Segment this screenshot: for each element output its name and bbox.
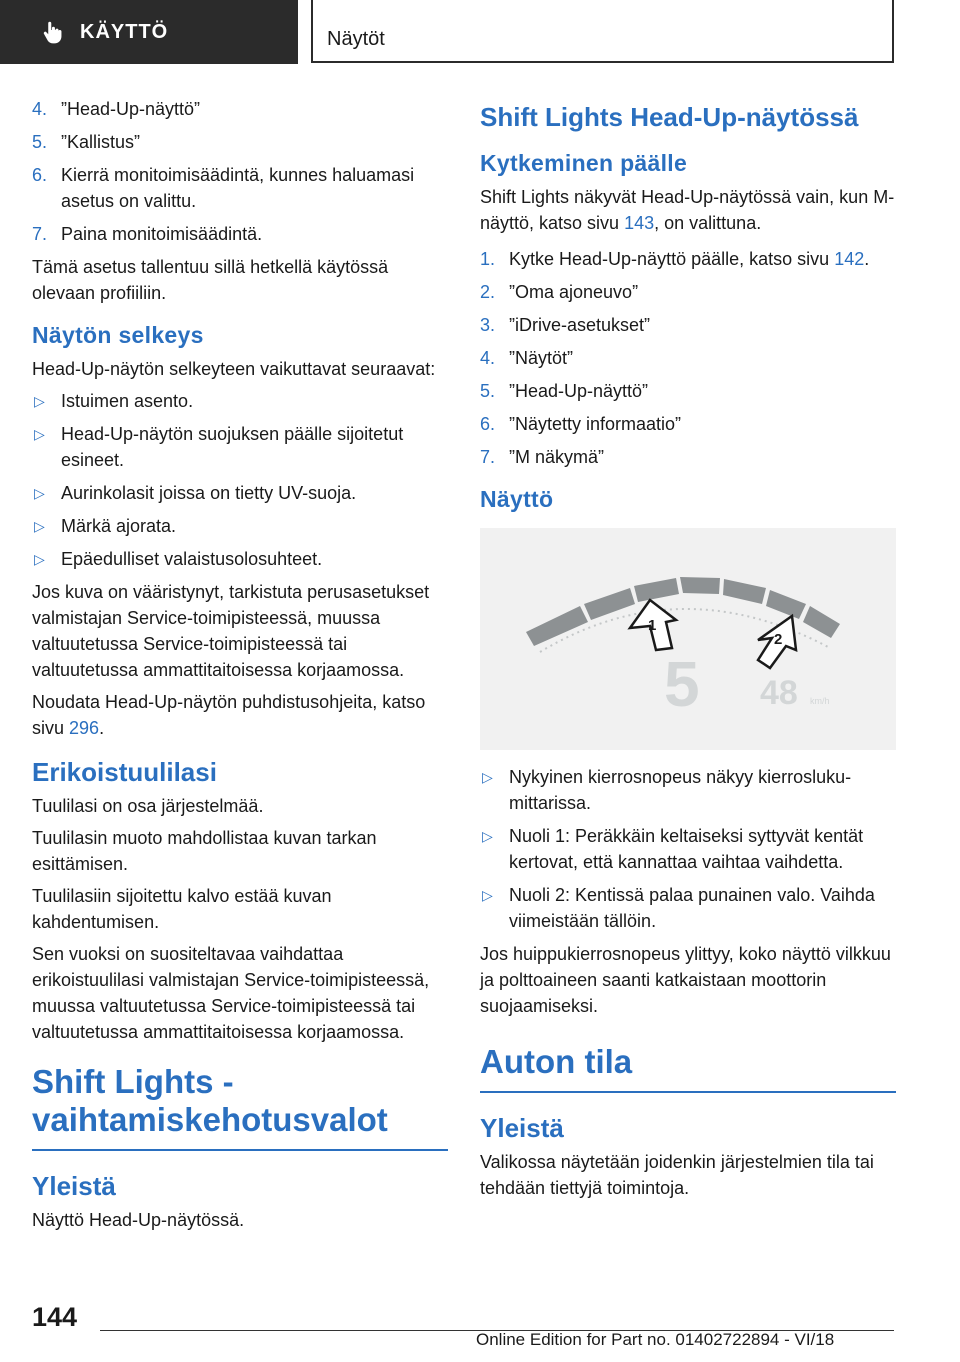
list-item: ▷ Epäedulliset valaistusolosuhteet.: [32, 546, 448, 572]
list-item: 7. Paina monitoimisäädintä.: [32, 224, 263, 244]
shift-lights-illustration: [480, 528, 896, 750]
list-item: ▷ Aurinkolasit joissa on tietty UV-suoja.: [32, 480, 448, 506]
chapter-title: Näytöt: [327, 28, 385, 50]
left-column: [32, 96, 448, 1239]
triangle-bullet-icon: ▷: [482, 828, 493, 844]
svg-text:1: 1: [648, 617, 657, 634]
list-item: 6. ”Näytetty informaatio”: [480, 414, 682, 434]
list-item: 6. Kierrä monitoimisäädintä, kunnes haluamasi asetus on valittu.: [32, 165, 415, 211]
page-header: [0, 0, 960, 66]
list-item: ▷ Head-Up-näytön suojuksen päälle sijoitetut esineet.: [32, 421, 448, 473]
heading-shift-lights: Shift Lights - vaihtamiskehotusvalot: [32, 1063, 448, 1151]
paragraph-saved: Tämä asetus tallentuu sillä hetkellä käytössä olevaan profiiliin.: [32, 257, 389, 303]
page-number: 144: [32, 1302, 78, 1332]
triangle-bullet-icon: ▷: [34, 485, 45, 501]
speed-value: 48: [760, 674, 798, 712]
paragraph-switch-on: Shift Lights näkyvät Head-Up-näytössä vain, kun M-näyttö, katso sivu 143, on valittuna.: [480, 187, 895, 233]
paragraph-general: Valikossa näytetään joidenkin järjestelmien tila tai tehdään tiettyjä toimintoja.: [480, 1152, 874, 1198]
list-item: ▷ Märkä ajorata.: [32, 513, 448, 539]
list-item: 5. ”Head-Up-näyttö”: [480, 381, 649, 401]
list-item: 2. ”Oma ajoneuvo”: [480, 282, 639, 302]
shift-lights-figure: [480, 528, 896, 750]
heading-general: Yleistä: [32, 1171, 116, 1201]
edition-text: Online Edition for Part no. 01402722894 - VI/18: [476, 1330, 835, 1349]
paragraph-clarity: Head-Up-näytön selkeyteen vaikuttavat seuraavat:: [32, 359, 436, 379]
section-tab: [0, 0, 298, 64]
paragraph-general: Näyttö Head-Up-näytössä.: [32, 1210, 245, 1230]
section-title: KÄYTTÖ: [80, 20, 169, 43]
paragraph-windshield-4: Sen vuoksi on suositeltavaa vaihdattaa erikoistuulilasi valmistajan Service-toimipisteessä, muussa valtuutetussa Service-toimipisteessä tai valtuutetussa ammattitaitoisessa korjaamossa.: [32, 944, 430, 1042]
list-item: 4. ”Näytöt”: [480, 348, 574, 368]
right-column: [480, 96, 896, 1207]
page-link[interactable]: 143: [624, 213, 655, 233]
heading-clarity: Näytön selkeys: [32, 322, 204, 348]
list-item: ▷ Nykyinen kierrosnopeus näkyy kierroslukumittarissa.: [480, 764, 896, 816]
steps-list: [480, 246, 896, 470]
gear-indicator: 5: [664, 648, 700, 720]
paragraph-windshield-3: Tuulilasiin sijoitettu kalvo estää kuvan kahdentumisen.: [32, 886, 332, 932]
heading-windshield: Erikoistuulilasi: [32, 757, 217, 787]
heading-switch-on: Kytkeminen päälle: [480, 150, 688, 176]
list-item: ▷ Nuoli 1: Peräkkäin keltaiseksi syttyvät kentät kertovat, että kannattaa vaihtaa vaihdetta.: [480, 823, 896, 875]
list-item: ▷ Nuoli 2: Kentissä palaa punainen valo. Vaihda viimeistään tällöin.: [480, 882, 896, 934]
list-item: 5. ”Kallistus”: [32, 132, 141, 152]
chapter-box: [311, 0, 894, 63]
triangle-bullet-icon: ▷: [34, 518, 45, 534]
page-link[interactable]: 142: [834, 249, 865, 269]
heading-vehicle-status: Auton tila: [480, 1043, 896, 1093]
svg-text:2: 2: [774, 631, 783, 648]
triangle-bullet-icon: ▷: [482, 887, 493, 903]
triangle-bullet-icon: ▷: [34, 551, 45, 567]
paragraph-windshield-1: Tuulilasi on osa järjestelmää.: [32, 796, 264, 816]
triangle-bullet-icon: ▷: [34, 426, 45, 442]
triangle-bullet-icon: ▷: [482, 769, 493, 785]
list-item: 4. ”Head-Up-näyttö”: [32, 99, 201, 119]
paragraph-overspeed: Jos huippukierrosnopeus ylittyy, koko näyttö vilkkuu ja polttoaineen saanti katkaistaan moottorin suojaamiseksi.: [480, 944, 891, 1016]
page-link[interactable]: 296: [69, 718, 100, 738]
paragraph-windshield-2: Tuulilasin muoto mahdollistaa kuvan tarkan esittämisen.: [32, 828, 377, 874]
paragraph-distorted: Jos kuva on vääristynyt, tarkistuta perusasetukset valmistajan Service-toimipisteessä, muussa valtuutetussa Service-toimipisteessä tai valtuutetussa ammattitaitoisessa korjaamossa.: [32, 582, 430, 680]
heading-shift-hud: Shift Lights Head-Up-näytössä: [480, 102, 859, 132]
heading-general: Yleistä: [480, 1113, 564, 1143]
speed-unit: km/h: [810, 696, 830, 706]
display-bullets: [480, 764, 896, 934]
clarity-bullets: [32, 388, 448, 572]
list-item: 1. Kytke Head-Up-näyttö päälle, katso sivu 142.: [480, 249, 870, 269]
arrow-1-icon: [630, 600, 676, 650]
triangle-bullet-icon: ▷: [34, 393, 45, 409]
heading-display: Näyttö: [480, 486, 554, 512]
list-item: 3. ”iDrive-asetukset”: [480, 315, 651, 335]
hand-pointer-icon: [40, 19, 66, 45]
paragraph-cleaning: Noudata Head-Up-näytön puhdistusohjeita, katso sivu 296.: [32, 692, 426, 738]
list-item: 7. ”M näkymä”: [480, 447, 605, 467]
steps-list-continued: [32, 96, 448, 247]
list-item: ▷ Istuimen asento.: [32, 388, 448, 414]
